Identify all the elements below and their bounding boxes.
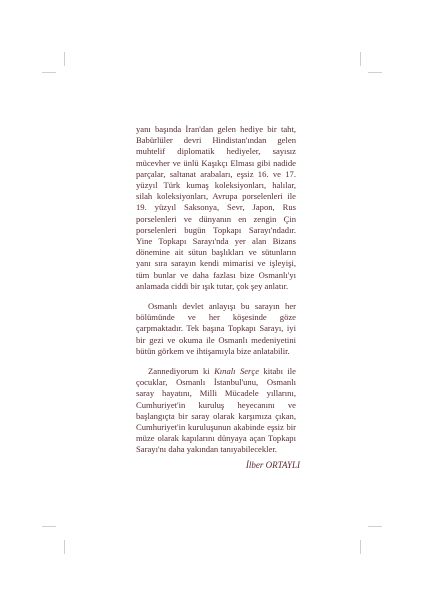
crop-mark-top-right-vertical	[360, 52, 361, 66]
paragraph-1: yanı başında İran'dan gelen hediye bir taht, Babürlüler devri Hindistan'ından gelen muhtelif diplomatik hediyeler, sayısız mücevher ve ünlü Kaşıkçı Elması gibi nadide parçalar, saltanat arabaları, eşsiz 16. ve 17. yüzyıl Türk kumaş koleksiyonları, halılar, silah koleksiyonları, Avrupa porselenleri ile 19. yüzyıl Saksonya, Sevr, Japon, Rus porselenleri ve dünyanın en zengin Çin porselenleri bugün Topkapı Sarayı'ndadır. Yine Topkapı Sarayı'nda yer alan Bizans dönemine ait sütun başlıkları ve sütunların yanı sıra sarayın kendi mimarisi ve işleyişi, tüm bunlar ve daha fazlası bize Osmanlı'yı anlamada ciddi bir ışık tutar, çok şey anlatır.	[136, 124, 296, 291]
crop-mark-top-left-vertical	[64, 52, 65, 66]
crop-mark-bottom-left-horizontal	[42, 526, 56, 527]
crop-mark-bottom-right-horizontal	[368, 526, 382, 527]
book-title: Kınalı Serçe	[214, 366, 260, 377]
crop-mark-top-left-horizontal	[42, 72, 56, 73]
author-signature: İlber ORTAYLI	[245, 460, 300, 470]
crop-mark-bottom-left-vertical	[64, 540, 65, 554]
paragraph-3-rest: kitabı ile çocuklar, Osmanlı İstanbul'unu, Osmanlı saray hayatını, Milli Mücadele yıllarını, Cumhuriyet'in kuruluş heyecanını ve başlangıçta bir saray olarak karşımıza çıkan, Cumhuriyet'in kuruluşunun akabinde eşsiz bir müze olarak kapılarını dünyaya açan Topkapı Sarayı'nı daha yakından tanıyabilecekler.	[136, 366, 296, 455]
crop-mark-bottom-right-vertical	[360, 540, 361, 554]
paragraph-3	[136, 366, 296, 456]
body-text	[136, 124, 296, 456]
paragraph-3-intro: Zannediyorum ki	[148, 366, 215, 377]
crop-mark-top-right-horizontal	[368, 72, 382, 73]
paragraph-2: Osmanlı devlet anlayışı bu sarayın her bölümünde ve her köşesinde göze çarpmaktadır. Tek başına Topkapı Sarayı, iyi bir gezi ve okuma ile Osmanlı medeniyetini bütün görkem ve ihtişamıyla bize anlatabilir.	[136, 301, 296, 356]
